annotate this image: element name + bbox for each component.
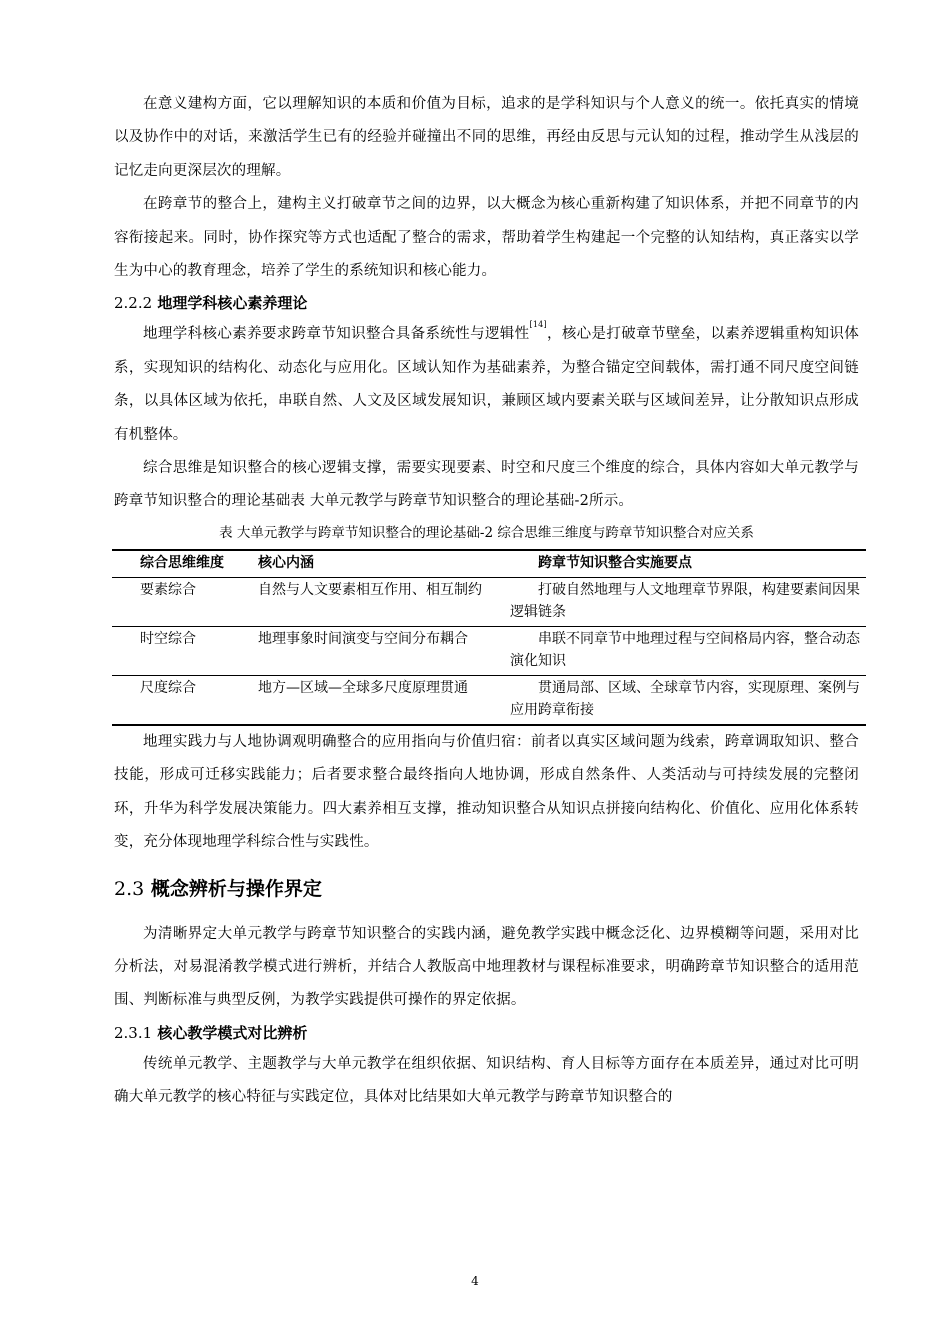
- table-cell: 打破自然地理与人文地理章节界限，构建要素间因果逻辑链条: [510, 577, 866, 626]
- paragraph: 在跨章节的整合上，建构主义打破章节之间的边界，以大概念为核心重新构建了知识体系，并把不同章节的内容衔接起来。同时，协作探究等方式也适配了整合的需求，帮助着学生构建起一个完整的认知结构，真正落实以学生为中心的教育理念，培养了学生的系统知识和核心能力。: [114, 196, 859, 280]
- table-caption: 表 大单元教学与跨章节知识整合的理论基础-2 综合思维三维度与跨章节知识整合对应关系: [219, 524, 754, 541]
- table-cell: 尺度综合: [112, 675, 230, 725]
- section-title: 核心教学模式对比辨析: [157, 1023, 308, 1042]
- table-cell: 时空综合: [112, 626, 230, 675]
- paragraph-text: ，核心是打破章节壁垒，以素养逻辑重构知识体系，实现知识的结构化、动态化与应用化。区域认知作为基础素养，为整合锚定空间载体，需打通不同尺度空间链条，以具体区域为依托，串联自然、人文及区域发展知识，兼顾区域内要素关联与区域间差异，让分散知识点形成有机整体。: [114, 326, 859, 443]
- section-heading-2-3: [114, 870, 859, 908]
- citation: [14]: [529, 320, 547, 330]
- table-cell: 要素综合: [112, 577, 230, 626]
- paragraph: 传统单元教学、主题教学与大单元教学在组织依据、知识结构、育人目标等方面存在本质差异，通过对比可明确大单元教学的核心特征与实践定位，具体对比结果如大单元教学与跨章节知识整合的: [114, 1055, 859, 1106]
- section-number: 2.2.2: [114, 294, 153, 313]
- paragraph: 综合思维是知识整合的核心逻辑支撑，需要实现要素、时空和尺度三个维度的综合，具体内容如大单元教学与跨章节知识整合的理论基础表 大单元教学与跨章节知识整合的理论基础-2所示。: [114, 460, 859, 510]
- document-page: [114, 88, 859, 1115]
- table-cell: 自然与人文要素相互作用、相互制约: [230, 577, 510, 626]
- paragraph: 为清晰界定大单元教学与跨章节知识整合的实践内涵，避免教学实践中概念泛化、边界模糊等问题，采用对比分析法，对易混淆教学模式进行辨析，并结合人教版高中地理教材与课程标准要求，明确跨章节知识整合的适用范围、判断标准与典型反例，为教学实践提供可操作的界定依据。: [114, 925, 859, 1009]
- section-number: 2.3: [114, 877, 145, 900]
- table-row: [112, 675, 866, 725]
- section-heading-2-3-1: [114, 1018, 859, 1048]
- section-title: 地理学科核心素养理论: [157, 294, 308, 313]
- table-header-cell: 核心内涵: [230, 550, 510, 578]
- comparison-table: [112, 549, 866, 726]
- table-cell: 地方—区域—全球多尺度原理贯通: [230, 675, 510, 725]
- section-title: 概念辨析与操作界定: [150, 877, 322, 900]
- paragraph: 地理实践力与人地协调观明确整合的应用指向与价值归宿：前者以真实区域问题为线索，跨章调取知识、整合技能，形成可迁移实践能力；后者要求整合最终指向人地协调，形成自然条件、人类活动与可持续发展的完整闭环，升华为科学发展决策能力。四大素养相互支撑，推动知识整合从知识点拼接向结构化、价值化、应用化体系转变，充分体现地理学科综合性与实践性。: [114, 733, 859, 851]
- page-number: 4: [471, 1274, 479, 1288]
- table-row: [112, 577, 866, 626]
- table-header-cell: 综合思维维度: [112, 550, 230, 578]
- table-header-row: [112, 550, 866, 578]
- table-cell: 地理事象时间演变与空间分布耦合: [230, 626, 510, 675]
- table-cell: 串联不同章节中地理过程与空间格局内容，整合动态演化知识: [510, 626, 866, 675]
- paragraph: 在意义建构方面，它以理解知识的本质和价值为目标，追求的是学科知识与个人意义的统一。依托真实的情境以及协作中的对话，来激活学生已有的经验并碰撞出不同的思维，再经由反思与元认知的过程，推动学生从浅层的记忆走向更深层次的理解。: [114, 96, 859, 179]
- section-heading-2-2-2: [114, 288, 859, 318]
- paragraph-text: 地理学科核心素养要求跨章节知识整合具备系统性与逻辑性: [143, 326, 530, 343]
- table-row: [112, 626, 866, 675]
- paragraph: [114, 318, 859, 452]
- section-number: 2.3.1: [114, 1023, 153, 1042]
- table-header-cell: 跨章节知识整合实施要点: [510, 550, 866, 578]
- table-cell: 贯通局部、区域、全球章节内容，实现原理、案例与应用跨章衔接: [510, 675, 866, 725]
